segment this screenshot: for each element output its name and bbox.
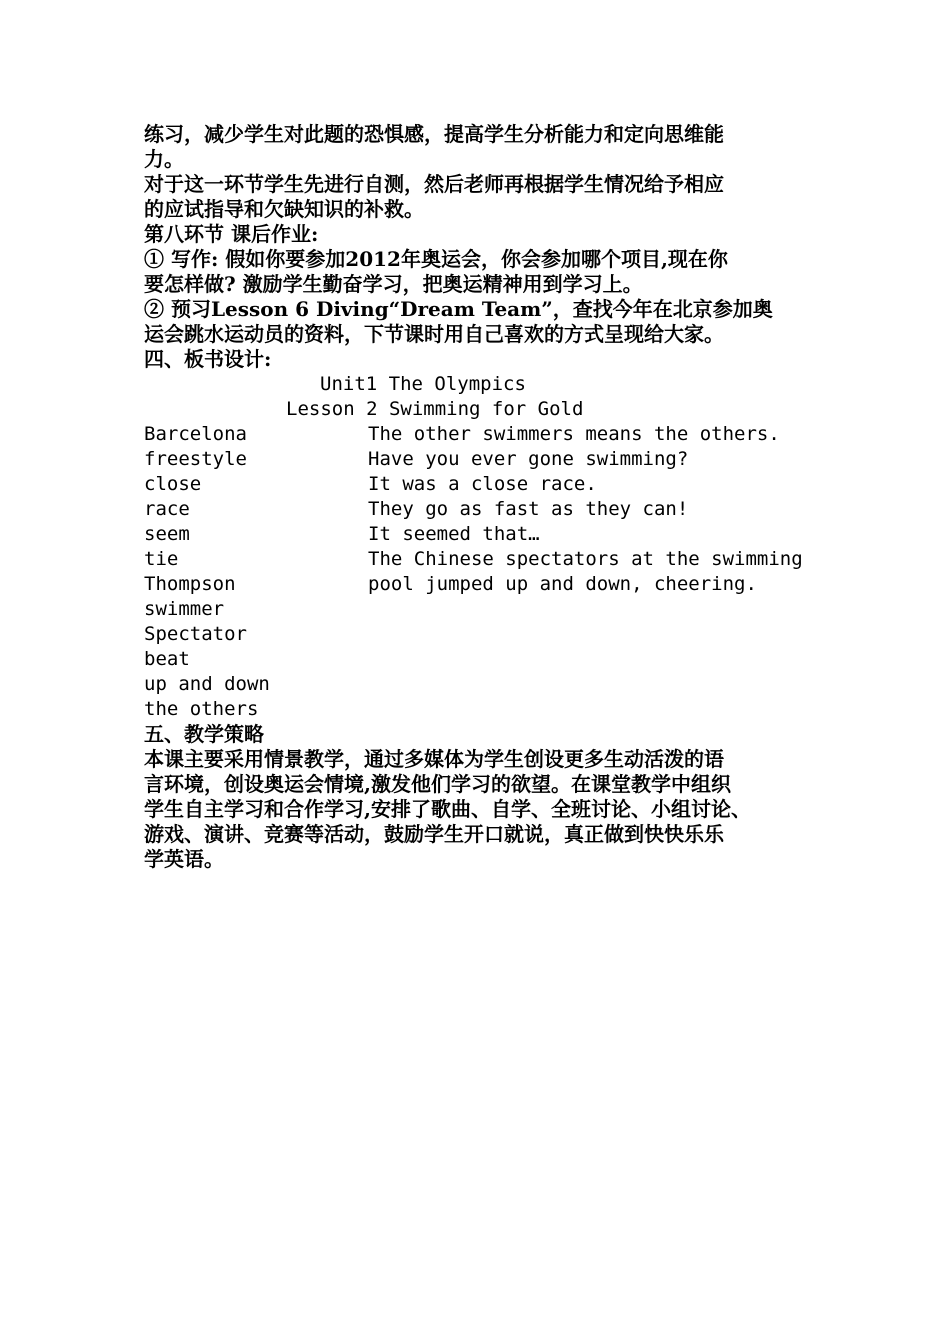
section-heading-strategy: 五、教学策略 [144, 722, 264, 746]
vocabulary-item: seem [144, 523, 190, 545]
text-line: 游戏、演讲、竞赛等活动，鼓励学生开口就说，真正做到快快乐乐 [144, 822, 724, 846]
vocabulary-item: freestyle [144, 448, 247, 470]
vocabulary-item: Spectator [144, 623, 247, 645]
board-columns [144, 422, 824, 722]
text-line: ① 写作: 假如你要参加2012年奥运会，你会参加哪个项目,现在你 [144, 247, 728, 271]
vocabulary-item: beat [144, 648, 190, 670]
text-line: 学生自主学习和合作学习,安排了歌曲、自学、全班讨论、小组讨论、 [144, 797, 751, 821]
vocabulary-item: tie [144, 548, 179, 570]
sentence-item: The Chinese spectators at the swimming [368, 548, 803, 570]
sentence-list [368, 422, 824, 722]
text-line: 要怎样做? 激励学生勤奋学习，把奥运精神用到学习上。 [144, 272, 643, 296]
sentence-item: pool jumped up and down, cheering. [368, 573, 757, 595]
section-heading-board-design: 四、板书设计: [144, 347, 272, 371]
board-design [144, 372, 824, 722]
bottom-text-block [144, 722, 824, 872]
text-line: 对于这一环节学生先进行自测，然后老师再根据学生情况给予相应 [144, 172, 724, 196]
text-line: ② 预习Lesson 6 Diving“Dream Team”，查找今年在北京参加奥 [144, 297, 773, 321]
sentence-item: The other swimmers means the others. [368, 423, 780, 445]
vocabulary-item: swimmer [144, 598, 225, 620]
text-line: 的应试指导和欠缺知识的补救。 [144, 197, 424, 221]
section-heading-homework: 第八环节 课后作业: [144, 222, 319, 246]
board-title-lesson: Lesson 2 Swimming for Gold [286, 398, 584, 420]
board-title-unit: Unit1 The Olympics [320, 373, 526, 395]
vocabulary-item: race [144, 498, 190, 520]
sentence-item: It was a close race. [368, 473, 597, 495]
vocabulary-item: Thompson [144, 573, 236, 595]
text-line: 言环境，创设奥运会情境,激发他们学习的欲望。在课堂教学中组织 [144, 772, 731, 796]
top-text-block [144, 122, 824, 372]
text-line: 本课主要采用情景教学，通过多媒体为学生创设更多生动活泼的语 [144, 747, 724, 771]
sentence-item: They go as fast as they can! [368, 498, 689, 520]
text-line: 力。 [144, 147, 184, 171]
sentence-item: Have you ever gone swimming? [368, 448, 689, 470]
text-line: 运会跳水运动员的资料，下节课时用自己喜欢的方式呈现给大家。 [144, 322, 724, 346]
vocabulary-item: up and down [144, 673, 270, 695]
document-page [144, 122, 824, 872]
sentence-item: It seemed that… [368, 523, 540, 545]
vocabulary-item: close [144, 473, 202, 495]
vocabulary-item: Barcelona [144, 423, 247, 445]
vocabulary-item: the others [144, 698, 259, 720]
vocabulary-list [144, 422, 368, 722]
text-line: 学英语。 [144, 847, 224, 871]
text-line: 练习，减少学生对此题的恐惧感，提高学生分析能力和定向思维能 [144, 122, 724, 146]
